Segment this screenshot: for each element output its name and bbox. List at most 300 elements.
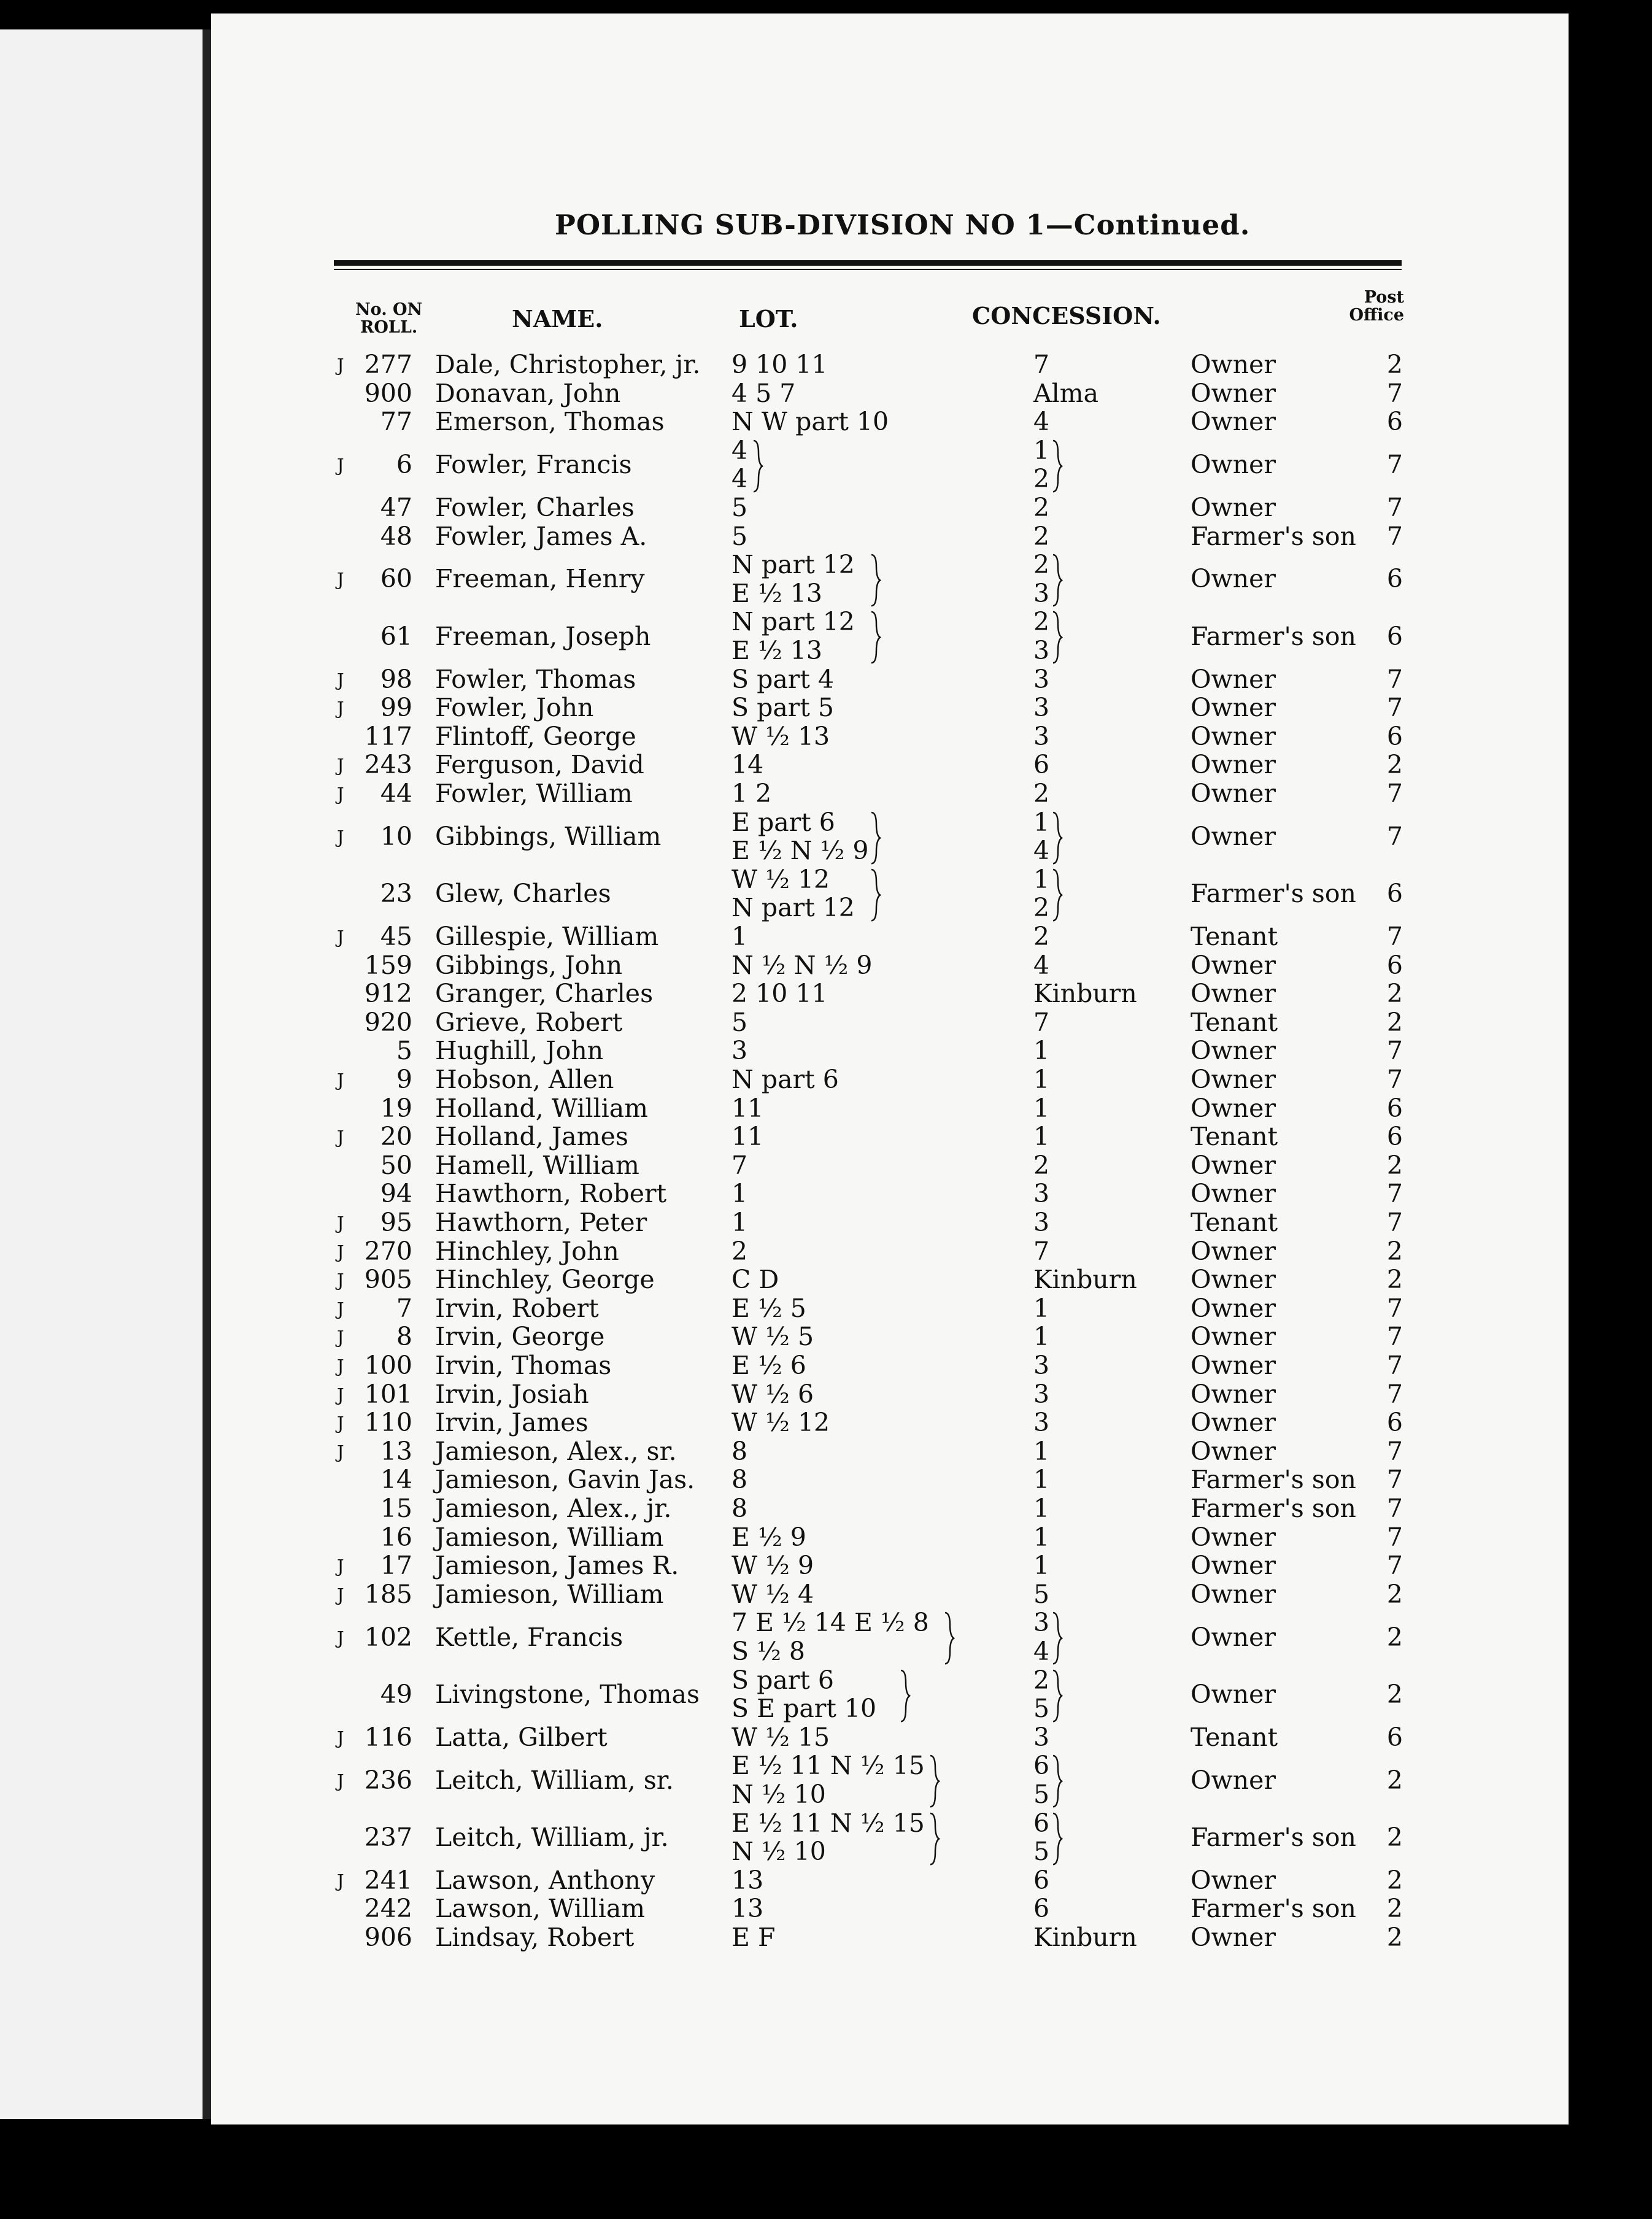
post-office-number: 6: [1386, 1408, 1403, 1438]
concession-value: 1: [1033, 1465, 1050, 1495]
tenure-status: Owner: [1191, 1622, 1276, 1652]
concession-brace: [1052, 811, 1063, 865]
voter-name: Fowler, Francis: [435, 450, 632, 480]
lot-value: W ½ 5: [731, 1322, 814, 1352]
juror-mark: J: [337, 455, 344, 476]
concession-value: 4: [1033, 407, 1050, 437]
voter-name: Holland, James: [435, 1122, 628, 1152]
voter-name: Livingstone, Thomas: [435, 1679, 700, 1709]
voter-name: Leitch, William, sr.: [435, 1765, 674, 1795]
document-page: [211, 14, 1569, 2124]
voter-name: Lindsay, Robert: [435, 1923, 635, 1952]
list-item: [211, 379, 1569, 407]
lot-value: 9 10 11: [731, 350, 828, 379]
heading-rule: [334, 260, 1402, 266]
lot-value: 8: [731, 1465, 748, 1495]
column-header-post-office: [1334, 288, 1404, 324]
column-header-concession: CONCESSION.: [972, 302, 1161, 330]
list-item: [211, 407, 1569, 436]
roll-number: 920: [364, 1007, 412, 1037]
voter-name: Gillespie, William: [435, 922, 659, 951]
voter-name: Fowler, William: [435, 779, 633, 808]
lot-value: E part 6: [731, 807, 835, 837]
list-item: [211, 1808, 1569, 1866]
lot-value: W ½ 9: [731, 1551, 814, 1581]
roll-number: 49: [380, 1679, 412, 1709]
list-item: [211, 1351, 1569, 1380]
juror-mark: J: [337, 1241, 344, 1262]
list-item: [211, 1494, 1569, 1522]
tenure-status: Owner: [1191, 1379, 1276, 1409]
tenure-status: Owner: [1191, 979, 1276, 1009]
roll-number: 95: [380, 1208, 412, 1237]
lot-value: N part 12: [731, 893, 855, 923]
concession-value: 7: [1033, 1236, 1050, 1266]
roll-number: 6: [396, 450, 412, 480]
list-item: [211, 1237, 1569, 1265]
concession-value: 3: [1033, 1608, 1050, 1638]
concession-value: 1: [1033, 435, 1050, 465]
roll-number: 60: [380, 564, 412, 594]
tenure-status: Owner: [1191, 1522, 1276, 1552]
voter-name: Hinchley, George: [435, 1265, 655, 1295]
concession-value: 3: [1033, 664, 1050, 694]
concession-value: 3: [1033, 1208, 1050, 1237]
roll-number: 44: [380, 779, 412, 808]
list-item: [211, 607, 1569, 664]
list-item: [211, 493, 1569, 522]
voter-name: Freeman, Henry: [435, 564, 645, 594]
list-item: [211, 1923, 1569, 1951]
juror-mark: J: [337, 1870, 344, 1891]
juror-mark: J: [337, 1584, 344, 1605]
juror-mark: J: [337, 1127, 344, 1148]
list-item: [211, 1894, 1569, 1923]
concession-value: 7: [1033, 1007, 1050, 1037]
roll-number: 13: [380, 1436, 412, 1466]
lot-value: 4: [731, 435, 748, 465]
voter-name: Holland, William: [435, 1093, 649, 1123]
lot-value: 4: [731, 464, 748, 494]
roll-number: 17: [380, 1551, 412, 1581]
tenure-status: Owner: [1191, 1236, 1276, 1266]
list-item: [211, 1751, 1569, 1808]
lot-value: E ½ N ½ 9: [731, 836, 869, 866]
lot-value: E ½ 11 N ½ 15: [731, 1808, 925, 1838]
lot-value: S ½ 8: [731, 1636, 805, 1666]
voter-name: Jamieson, James R.: [435, 1551, 679, 1581]
concession-value: 2: [1033, 922, 1050, 951]
list-item: [211, 1522, 1569, 1551]
lot-value: 5: [731, 521, 748, 551]
concession-brace: [1052, 554, 1063, 607]
roll-number: 99: [380, 693, 412, 723]
tenure-status: Owner: [1191, 350, 1276, 379]
facing-page-edge: [0, 29, 203, 2119]
post-office-number: 6: [1386, 564, 1403, 594]
post-office-number: 7: [1386, 1036, 1403, 1066]
voter-name: Fowler, Charles: [435, 493, 635, 522]
juror-mark: J: [337, 1770, 344, 1791]
post-office-number: 7: [1386, 450, 1403, 480]
tenure-status: Owner: [1191, 1036, 1276, 1066]
tenure-status: Owner: [1191, 1923, 1276, 1952]
lot-value: N part 6: [731, 1065, 839, 1094]
juror-mark: J: [337, 1213, 344, 1233]
concession-value: 6: [1033, 1865, 1050, 1895]
list-item: [211, 1179, 1569, 1208]
voter-name: Granger, Charles: [435, 979, 654, 1009]
column-header-name: NAME.: [512, 305, 603, 333]
juror-mark: J: [337, 1327, 344, 1348]
post-office-number: 7: [1386, 1436, 1403, 1466]
tenure-status: Owner: [1191, 1322, 1276, 1352]
juror-mark: J: [337, 1627, 344, 1648]
post-office-number: 2: [1386, 350, 1403, 379]
roll-number: 48: [380, 521, 412, 551]
concession-value: 2: [1033, 779, 1050, 808]
list-item: [211, 750, 1569, 779]
lot-value: 13: [731, 1894, 764, 1924]
list-item: [211, 1294, 1569, 1322]
lot-value: W ½ 13: [731, 721, 830, 751]
voter-name: Jamieson, Alex., sr.: [435, 1436, 677, 1466]
lot-value: 13: [731, 1865, 764, 1895]
concession-value: 3: [1033, 721, 1050, 751]
voter-name: Jamieson, William: [435, 1522, 664, 1552]
roll-number: 241: [364, 1865, 412, 1895]
post-office-number: 2: [1386, 750, 1403, 780]
voter-name: Jamieson, Alex., jr.: [435, 1494, 672, 1523]
list-item: [211, 1008, 1569, 1036]
tenure-status: Owner: [1191, 750, 1276, 780]
tenure-status: Owner: [1191, 493, 1276, 522]
post-office-number: 6: [1386, 1722, 1403, 1752]
list-item: [211, 1665, 1569, 1723]
tenure-status: Farmer's son: [1191, 1822, 1356, 1852]
post-office-number: 2: [1386, 1236, 1403, 1266]
voter-name: Dale, Christopher, jr.: [435, 350, 701, 379]
lot-value: N part 12: [731, 550, 855, 580]
juror-mark: J: [337, 569, 344, 590]
concession-value: 1: [1033, 807, 1050, 837]
post-office-number: 7: [1386, 493, 1403, 522]
voter-name: Freeman, Joseph: [435, 621, 651, 651]
tenure-status: Farmer's son: [1191, 1894, 1356, 1924]
post-office-number: 2: [1386, 1679, 1403, 1709]
lot-brace: [752, 439, 763, 493]
lot-brace: [929, 1754, 940, 1808]
list-item: [211, 1465, 1569, 1494]
post-office-number: 7: [1386, 1465, 1403, 1495]
roll-number: 94: [380, 1179, 412, 1209]
juror-mark: J: [337, 784, 344, 805]
tenure-status: Owner: [1191, 721, 1276, 751]
roll-number: 116: [364, 1722, 412, 1752]
post-office-number: 6: [1386, 721, 1403, 751]
roll-number: 16: [380, 1522, 412, 1552]
list-item: [211, 1322, 1569, 1351]
lot-value: W ½ 12: [731, 864, 830, 894]
lot-value: W ½ 12: [731, 1408, 830, 1438]
tenure-status: Farmer's son: [1191, 621, 1356, 651]
lot-value: E F: [731, 1923, 776, 1952]
post-office-number: 7: [1386, 1293, 1403, 1323]
post-office-number: 7: [1386, 1522, 1403, 1552]
concession-value: 1: [1033, 1065, 1050, 1094]
post-office-number: 7: [1386, 922, 1403, 951]
lot-value: N W part 10: [731, 407, 889, 437]
concession-value: 1: [1033, 1093, 1050, 1123]
lot-value: 1: [731, 1179, 748, 1209]
juror-mark: J: [337, 755, 344, 776]
lot-value: 7 E ½ 14 E ½ 8: [731, 1608, 929, 1638]
voter-name: Hobson, Allen: [435, 1065, 614, 1094]
concession-value: Kinburn: [1033, 979, 1137, 1009]
voter-name: Emerson, Thomas: [435, 407, 665, 437]
lot-value: E ½ 13: [731, 578, 822, 608]
tenure-status: Owner: [1191, 1436, 1276, 1466]
lot-value: 11: [731, 1122, 764, 1152]
juror-mark: J: [337, 826, 344, 847]
concession-value: 7: [1033, 350, 1050, 379]
post-office-number: 2: [1386, 1265, 1403, 1295]
post-office-number: 2: [1386, 1622, 1403, 1652]
list-item: [211, 436, 1569, 493]
lot-brace: [900, 1669, 911, 1723]
concession-value: 2: [1033, 607, 1050, 637]
list-item: [211, 979, 1569, 1008]
post-office-number: 7: [1386, 1551, 1403, 1581]
roll-number: 906: [364, 1923, 412, 1952]
concession-brace: [1052, 439, 1063, 493]
post-office-number: 7: [1386, 779, 1403, 808]
voter-name: Irvin, Robert: [435, 1293, 599, 1323]
concession-value: 6: [1033, 1808, 1050, 1838]
roll-number: 5: [396, 1036, 412, 1066]
voter-name: Grieve, Robert: [435, 1007, 623, 1037]
juror-mark: J: [337, 1556, 344, 1577]
tenure-status: Owner: [1191, 693, 1276, 723]
voter-name: Hinchley, John: [435, 1236, 619, 1266]
lot-value: S E part 10: [731, 1694, 877, 1724]
concession-value: Alma: [1033, 378, 1099, 408]
voter-name: Kettle, Francis: [435, 1622, 623, 1652]
tenure-status: Owner: [1191, 378, 1276, 408]
concession-value: 6: [1033, 1894, 1050, 1924]
roll-number: 50: [380, 1150, 412, 1180]
concession-value: 2: [1033, 893, 1050, 923]
post-office-number: 2: [1386, 1894, 1403, 1924]
list-item: [211, 1723, 1569, 1751]
concession-brace: [1052, 868, 1063, 922]
voter-name: Irvin, Thomas: [435, 1351, 612, 1380]
tenure-status: Tenant: [1191, 1722, 1278, 1752]
post-office-number: 6: [1386, 879, 1403, 909]
list-item: [211, 865, 1569, 922]
concession-brace: [1052, 1812, 1063, 1866]
voter-name: Fowler, James A.: [435, 521, 647, 551]
lot-brace: [870, 611, 881, 664]
list-item: [211, 693, 1569, 722]
lot-value: 1 2: [731, 779, 772, 808]
post-office-number: 2: [1386, 979, 1403, 1009]
lot-value: 11: [731, 1093, 764, 1123]
roll-number: 98: [380, 664, 412, 694]
tenure-status: Farmer's son: [1191, 1494, 1356, 1523]
tenure-status: Owner: [1191, 564, 1276, 594]
tenure-status: Farmer's son: [1191, 521, 1356, 551]
concession-value: 2: [1033, 521, 1050, 551]
post-office-number: 7: [1386, 1379, 1403, 1409]
post-office-number: 7: [1386, 1322, 1403, 1352]
post-office-number: 6: [1386, 407, 1403, 437]
list-item: [211, 808, 1569, 865]
tenure-status: Farmer's son: [1191, 879, 1356, 909]
roll-number: 237: [364, 1822, 412, 1852]
column-header-post-line1: Post: [1364, 288, 1404, 307]
concession-value: 1: [1033, 864, 1050, 894]
juror-mark: J: [337, 1270, 344, 1291]
voter-name: Leitch, William, jr.: [435, 1822, 669, 1852]
voter-name: Jamieson, Gavin Jas.: [435, 1465, 695, 1495]
tenure-status: Farmer's son: [1191, 1465, 1356, 1495]
post-office-number: 7: [1386, 693, 1403, 723]
roll-number: 100: [364, 1351, 412, 1380]
list-item: [211, 1408, 1569, 1437]
tenure-status: Owner: [1191, 1179, 1276, 1209]
voter-name: Lawson, William: [435, 1894, 646, 1924]
tenure-status: Owner: [1191, 407, 1276, 437]
tenure-status: Tenant: [1191, 922, 1278, 951]
juror-mark: J: [337, 1727, 344, 1748]
lot-value: 1: [731, 922, 748, 951]
lot-value: N part 12: [731, 607, 855, 637]
tenure-status: Owner: [1191, 664, 1276, 694]
tenure-status: Owner: [1191, 779, 1276, 808]
tenure-status: Owner: [1191, 1551, 1276, 1581]
lot-brace: [929, 1812, 940, 1866]
tenure-status: Tenant: [1191, 1007, 1278, 1037]
list-item: [211, 665, 1569, 693]
juror-mark: J: [337, 669, 344, 690]
roll-number: 270: [364, 1236, 412, 1266]
lot-value: N ½ 10: [731, 1779, 826, 1809]
tenure-status: Owner: [1191, 1093, 1276, 1123]
roll-number: 23: [380, 879, 412, 909]
column-header-roll: [355, 301, 422, 336]
list-item: [211, 779, 1569, 808]
page-gutter: [203, 29, 211, 2119]
list-item: [211, 1437, 1569, 1465]
voter-name: Fowler, John: [435, 693, 594, 723]
concession-brace: [1052, 1669, 1063, 1723]
roll-number: 905: [364, 1265, 412, 1295]
concession-value: Kinburn: [1033, 1265, 1137, 1295]
voter-name: Hawthorn, Robert: [435, 1179, 667, 1209]
post-office-number: 2: [1386, 1923, 1403, 1952]
tenure-status: Owner: [1191, 1150, 1276, 1180]
concession-value: 4: [1033, 950, 1050, 980]
tenure-status: Tenant: [1191, 1208, 1278, 1237]
list-item: [211, 522, 1569, 550]
list-item: [211, 1380, 1569, 1408]
tenure-status: Owner: [1191, 1293, 1276, 1323]
roll-number: 243: [364, 750, 412, 780]
concession-brace: [1052, 1754, 1063, 1808]
post-office-number: 2: [1386, 1579, 1403, 1609]
juror-mark: J: [337, 698, 344, 719]
post-office-number: 2: [1386, 1865, 1403, 1895]
post-office-number: 2: [1386, 1765, 1403, 1795]
lot-brace: [870, 554, 881, 607]
lot-value: 8: [731, 1436, 748, 1466]
concession-value: 6: [1033, 750, 1050, 780]
voter-name: Irvin, George: [435, 1322, 605, 1352]
concession-value: 4: [1033, 1636, 1050, 1666]
post-office-number: 6: [1386, 1093, 1403, 1123]
column-header-post-line2: Office: [1349, 306, 1404, 325]
concession-value: 5: [1033, 1837, 1050, 1867]
lot-value: W ½ 6: [731, 1379, 814, 1409]
concession-value: 1: [1033, 1551, 1050, 1581]
list-item: [211, 922, 1569, 951]
roll-number: 102: [364, 1622, 412, 1652]
post-office-number: 6: [1386, 950, 1403, 980]
list-item: [211, 951, 1569, 979]
concession-value: 1: [1033, 1494, 1050, 1523]
roll-number: 14: [380, 1465, 412, 1495]
post-office-number: 7: [1386, 521, 1403, 551]
post-office-number: 7: [1386, 1208, 1403, 1237]
list-item: [211, 550, 1569, 607]
list-item: [211, 1208, 1569, 1237]
post-office-number: 2: [1386, 1007, 1403, 1037]
concession-value: 3: [1033, 1351, 1050, 1380]
post-office-number: 2: [1386, 1150, 1403, 1180]
lot-value: E ½ 13: [731, 635, 822, 665]
tenure-status: Owner: [1191, 821, 1276, 851]
list-item: [211, 1036, 1569, 1065]
roll-number: 61: [380, 621, 412, 651]
tenure-status: Owner: [1191, 1065, 1276, 1094]
voter-name: Irvin, James: [435, 1408, 589, 1438]
tenure-status: Owner: [1191, 950, 1276, 980]
list-item: [211, 1608, 1569, 1665]
roll-number: 117: [364, 721, 412, 751]
roll-number: 900: [364, 378, 412, 408]
concession-value: 1: [1033, 1122, 1050, 1152]
concession-value: 6: [1033, 1751, 1050, 1781]
post-office-number: 7: [1386, 664, 1403, 694]
voter-name: Latta, Gilbert: [435, 1722, 608, 1752]
roll-number: 10: [380, 821, 412, 851]
roll-number: 185: [364, 1579, 412, 1609]
lot-brace: [944, 1611, 955, 1665]
roll-number: 45: [380, 922, 412, 951]
roll-number: 8: [396, 1322, 412, 1352]
tenure-status: Owner: [1191, 1408, 1276, 1438]
concession-value: 3: [1033, 1179, 1050, 1209]
tenure-status: Owner: [1191, 1351, 1276, 1380]
concession-value: 2: [1033, 1665, 1050, 1695]
lot-value: 4 5 7: [731, 378, 796, 408]
list-item: [211, 1094, 1569, 1122]
post-office-number: 7: [1386, 1351, 1403, 1380]
lot-value: 2 10 11: [731, 979, 828, 1009]
voter-name: Flintoff, George: [435, 721, 636, 751]
list-item: [211, 1265, 1569, 1294]
